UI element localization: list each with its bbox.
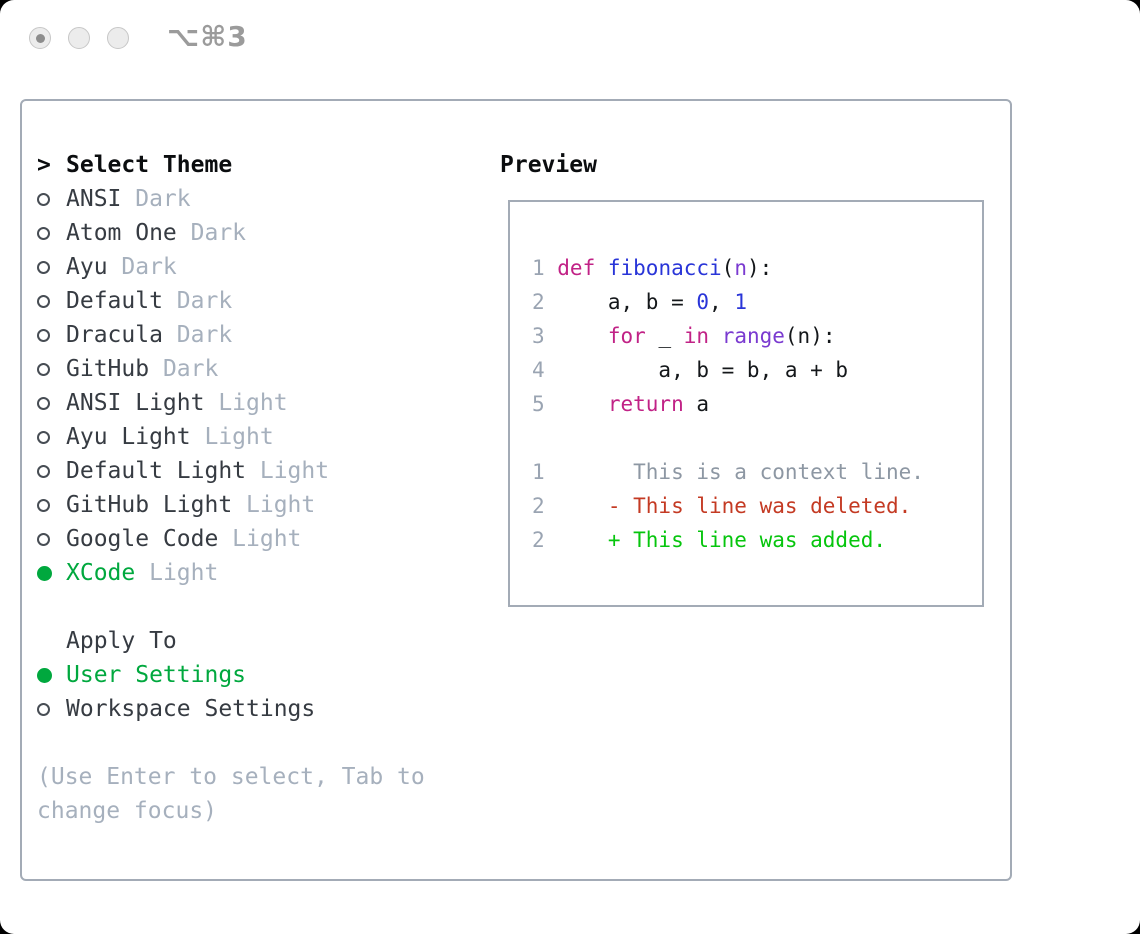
theme-variant-label: Dark <box>190 220 247 246</box>
line-number: 4 <box>532 358 545 382</box>
focus-caret-icon: > <box>37 152 51 178</box>
theme-option-atom-one[interactable] <box>37 216 425 250</box>
preview-code-line: 3 for _ in range(n): <box>532 319 982 353</box>
theme-variant-label: Dark <box>121 254 177 280</box>
theme-list <box>37 182 425 590</box>
theme-option-default[interactable] <box>37 284 425 318</box>
radio-icon <box>37 295 66 308</box>
help-text <box>37 760 425 828</box>
apply-option-user-settings[interactable] <box>37 658 425 692</box>
apply-to-options <box>37 658 425 726</box>
theme-option-github-light[interactable] <box>37 488 425 522</box>
radio-icon <box>37 703 66 716</box>
theme-option-ayu-light[interactable] <box>37 420 425 454</box>
radio-icon <box>37 465 66 478</box>
preview-code-line: 1 def fibonacci(n): <box>532 251 982 285</box>
preview-code-line: 2 a, b = 0, 1 <box>532 285 982 319</box>
apply-to-section <box>37 624 425 726</box>
line-number: 3 <box>532 324 545 348</box>
radio-icon <box>37 431 66 444</box>
theme-name: Default Light <box>66 458 247 484</box>
line-number: 2 <box>532 290 545 314</box>
preview-code-line: 2 - This line was deleted. <box>532 489 982 523</box>
preview-code-line: 2 + This line was added. <box>532 523 982 557</box>
theme-variant-label: Dark <box>135 186 191 212</box>
theme-option-ansi[interactable] <box>37 182 425 216</box>
line-number: 2 <box>532 494 545 518</box>
theme-variant-label: Dark <box>162 356 219 382</box>
theme-option-ansi-light[interactable] <box>37 386 425 420</box>
radio-icon <box>37 499 66 512</box>
preview-code <box>510 202 982 557</box>
theme-option-default-light[interactable] <box>37 454 425 488</box>
line-number: 1 <box>532 460 545 484</box>
theme-name: Ayu <box>66 254 108 280</box>
radio-icon <box>37 227 66 240</box>
line-number: 2 <box>532 528 545 552</box>
apply-option-label: User Settings <box>66 662 247 688</box>
radio-icon <box>37 397 66 410</box>
radio-selected-icon <box>37 566 66 581</box>
theme-variant-label: Dark <box>176 322 233 348</box>
theme-name: Dracula <box>66 322 163 348</box>
theme-option-google-code[interactable] <box>37 522 425 556</box>
help-text-line: (Use Enter to select, Tab to <box>37 764 425 790</box>
theme-name: Google Code <box>66 526 219 552</box>
radio-icon <box>37 261 66 274</box>
select-theme-title: Select Theme <box>66 152 233 178</box>
theme-name: GitHub Light <box>66 492 233 518</box>
window-dot-active-icon[interactable] <box>29 27 51 49</box>
apply-option-workspace-settings[interactable] <box>37 692 425 726</box>
preview-code-line: 4 a, b = b, a + b <box>532 353 982 387</box>
preview-code-line: 1 This is a context line. <box>532 455 982 489</box>
select-theme-header <box>37 148 425 182</box>
apply-to-title: Apply To <box>66 628 177 654</box>
theme-name: GitHub <box>66 356 150 382</box>
preview-box <box>508 200 984 607</box>
theme-picker-panel <box>20 99 1012 881</box>
radio-icon <box>37 533 66 546</box>
preview-code-line: 5 return a <box>532 387 982 421</box>
theme-variant-label: Light <box>204 424 274 450</box>
theme-name: Default <box>66 288 163 314</box>
preview-column <box>500 148 984 607</box>
radio-icon <box>37 329 66 342</box>
theme-option-xcode[interactable] <box>37 556 425 590</box>
keyboard-shortcut-label: ⌥⌘3 <box>167 20 248 53</box>
theme-variant-label: Light <box>232 526 302 552</box>
theme-name: Ayu Light <box>66 424 191 450</box>
radio-selected-icon <box>37 668 66 683</box>
apply-option-label: Workspace Settings <box>66 696 316 722</box>
window-dot-icon[interactable] <box>107 27 129 49</box>
theme-name: ANSI <box>66 186 122 212</box>
radio-icon <box>37 363 66 376</box>
titlebar <box>0 0 1140 76</box>
theme-name: Atom One <box>66 220 177 246</box>
theme-variant-label: Dark <box>176 288 233 314</box>
theme-option-ayu[interactable] <box>37 250 425 284</box>
theme-picker-left-column <box>37 148 425 828</box>
theme-variant-label: Light <box>259 458 330 484</box>
help-text-line: change focus) <box>37 798 218 824</box>
preview-title: Preview <box>500 152 597 178</box>
theme-variant-label: Light <box>246 492 316 518</box>
theme-name: XCode <box>66 560 136 586</box>
radio-icon <box>37 193 66 206</box>
preview-blank-line <box>532 421 982 455</box>
window-controls <box>29 27 129 49</box>
theme-variant-label: Light <box>149 560 219 586</box>
theme-option-github[interactable] <box>37 352 425 386</box>
line-number: 5 <box>532 392 545 416</box>
window-dot-icon[interactable] <box>68 27 90 49</box>
line-number: 1 <box>532 256 545 280</box>
theme-name: ANSI Light <box>66 390 205 416</box>
apply-to-header <box>37 624 425 658</box>
theme-option-dracula[interactable] <box>37 318 425 352</box>
theme-variant-label: Light <box>218 390 288 416</box>
